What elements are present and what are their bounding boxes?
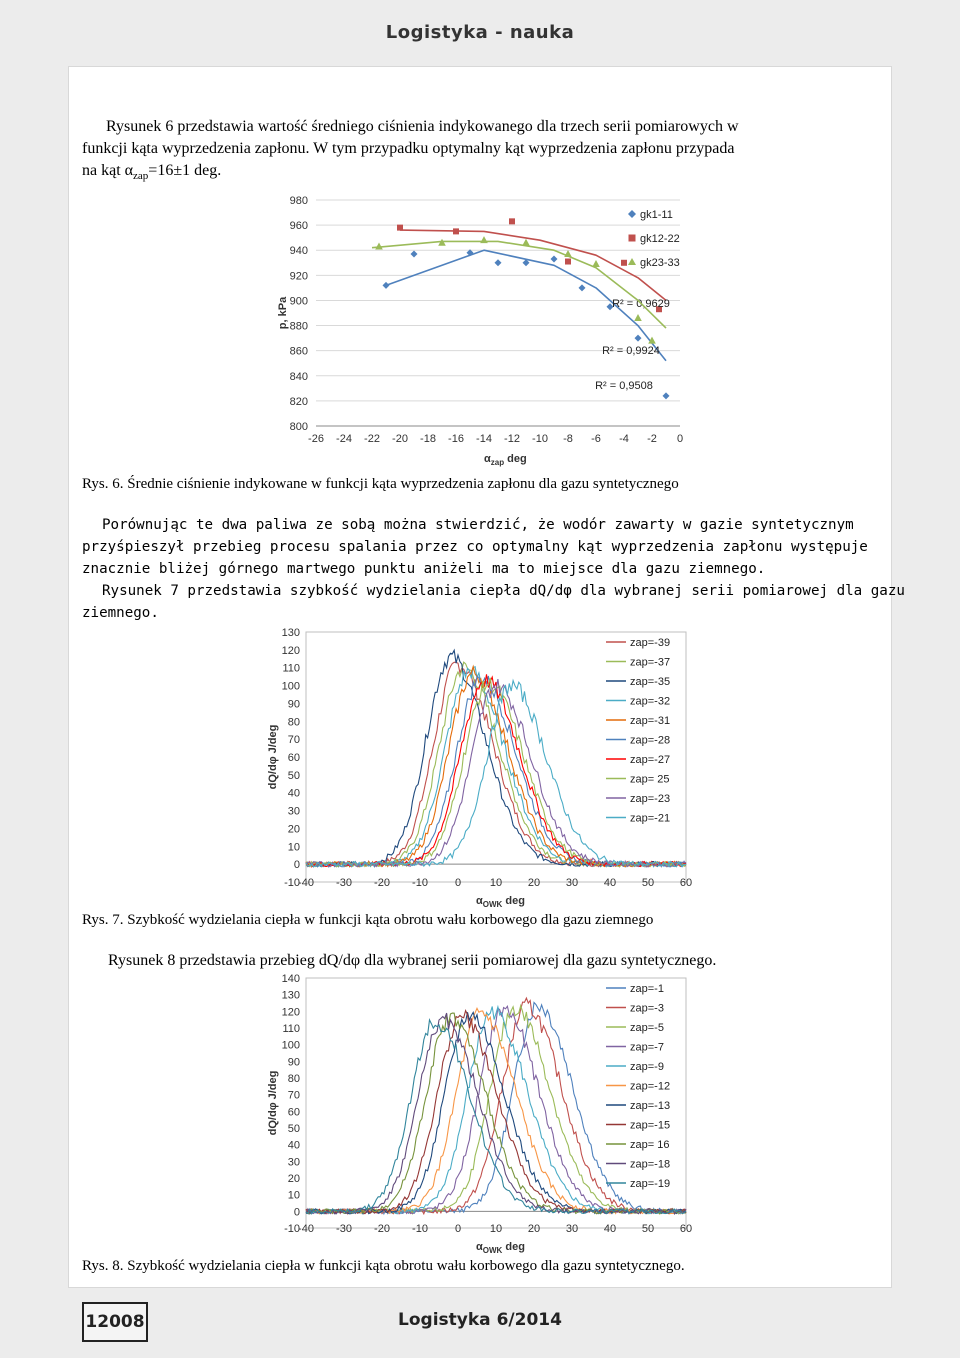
y-tick-label: 860 bbox=[289, 345, 308, 358]
legend-marker-gk23-33 bbox=[628, 258, 636, 265]
y-axis-label: dQ/dφ J/deg bbox=[267, 724, 279, 790]
paragraph-3-line-2: ziemnego. bbox=[82, 605, 159, 621]
data-point-gk1-11 bbox=[495, 259, 502, 266]
x-tick-label: 40 bbox=[603, 877, 617, 889]
data-point-gk12-22 bbox=[397, 225, 403, 231]
x-tick-label: -20 bbox=[374, 1223, 390, 1235]
y-tick-label: 80 bbox=[287, 716, 300, 729]
legend-label-zap=-27: zap=-27 bbox=[630, 754, 671, 766]
x-axis-label-main: α bbox=[476, 1241, 483, 1253]
y-axis-label: dQ/dφ J/deg bbox=[267, 1070, 279, 1136]
legend-label-zap=-12: zap=-12 bbox=[630, 1080, 671, 1093]
chart-heat-release-natural-gas bbox=[264, 624, 696, 910]
legend-label-zap=-23: zap=-23 bbox=[630, 793, 671, 805]
legend-label-zap=-7: zap=-7 bbox=[630, 1041, 664, 1054]
data-point-gk12-22 bbox=[509, 218, 515, 224]
x-axis-label-sub: zap bbox=[490, 458, 505, 467]
legend-label-zap= 16: zap= 16 bbox=[630, 1139, 670, 1151]
y-axis-label: p, kPa bbox=[277, 296, 289, 330]
data-point-gk23-33 bbox=[480, 236, 488, 243]
paragraph-2-line-2: przyśpieszył przebieg procesu spalania przez co optymalny kąt wyprzedzenia zapłonu występuje bbox=[82, 539, 868, 555]
x-tick-label: 10 bbox=[489, 1223, 503, 1235]
x-tick-label: 20 bbox=[527, 1223, 541, 1235]
data-point-gk1-11 bbox=[635, 335, 642, 342]
y-tick-label: -10 bbox=[284, 1223, 300, 1235]
y-tick-label: 70 bbox=[287, 734, 300, 747]
y-tick-label: 820 bbox=[289, 395, 308, 408]
paragraph-1-end: =16±1 deg. bbox=[148, 162, 222, 179]
legend-label-gk1-11: gk1-11 bbox=[640, 209, 673, 221]
legend-label-zap=-9: zap=-9 bbox=[630, 1061, 664, 1073]
legend-label-zap=-21: zap=-21 bbox=[630, 812, 671, 825]
legend-label-zap=-32: zap=-32 bbox=[630, 695, 671, 708]
y-tick-label: 840 bbox=[289, 370, 308, 383]
y-tick-label: 920 bbox=[289, 270, 308, 283]
data-point-gk1-11 bbox=[663, 392, 670, 399]
x-tick-label: 20 bbox=[527, 877, 541, 889]
legend-label-zap=-35: zap=-35 bbox=[630, 676, 671, 688]
y-tick-label: 800 bbox=[289, 421, 308, 433]
x-tick-label: 30 bbox=[565, 877, 579, 889]
y-tick-label: 0 bbox=[293, 1206, 300, 1219]
y-tick-label: 980 bbox=[289, 195, 308, 207]
data-point-gk23-33 bbox=[634, 314, 642, 321]
legend-label-zap=-1: zap=-1 bbox=[630, 983, 664, 995]
y-tick-label: 60 bbox=[287, 752, 300, 764]
data-point-gk23-33 bbox=[375, 242, 383, 249]
x-tick-label: -18 bbox=[420, 433, 436, 445]
paragraph-1-line-3 bbox=[82, 160, 221, 187]
legend-marker-gk1-11 bbox=[628, 210, 636, 218]
y-tick-label: 20 bbox=[287, 1173, 300, 1185]
r-squared-label-gk12-22: R² = 0,9629 bbox=[612, 298, 670, 310]
legend-label-zap=-19: zap=-19 bbox=[630, 1178, 671, 1190]
legend-label-zap=-5: zap=-5 bbox=[630, 1022, 664, 1034]
y-tick-label: 110 bbox=[282, 1023, 300, 1035]
legend-label-zap=-13: zap=-13 bbox=[630, 1100, 671, 1112]
x-axis-label-sub: OWK bbox=[482, 1246, 503, 1255]
y-tick-label: 50 bbox=[287, 769, 300, 782]
caption-fig8: Rys. 8. Szybkość wydzielania ciepła w funkcji kąta obrotu wału korbowego dla gazu syntetycznego. bbox=[82, 1258, 685, 1274]
legend-label-zap=-28: zap=-28 bbox=[630, 734, 671, 747]
legend-label-zap= 25: zap= 25 bbox=[630, 773, 670, 786]
data-point-gk1-11 bbox=[411, 250, 418, 257]
r-squared-label-gk1-11: R² = 0,9508 bbox=[595, 380, 653, 392]
plot-area bbox=[306, 978, 686, 1228]
x-axis-label-unit: deg bbox=[502, 895, 525, 907]
x-tick-label: 0 bbox=[454, 877, 462, 889]
y-tick-label: 40 bbox=[287, 787, 300, 800]
y-tick-label: 40 bbox=[287, 1139, 300, 1152]
x-axis-label bbox=[476, 895, 525, 909]
x-tick-label: -10 bbox=[412, 877, 428, 889]
x-tick-label: 0 bbox=[454, 1223, 462, 1235]
x-axis-label-main: α bbox=[484, 453, 491, 465]
caption-fig6: Rys. 6. Średnie ciśnienie indykowane w funkcji kąta wyprzedzenia zapłonu dla gazu syntetycznego bbox=[82, 476, 679, 492]
y-tick-label: 20 bbox=[287, 823, 300, 836]
paragraph-1-text: na kąt α bbox=[82, 162, 134, 179]
y-tick-label: 10 bbox=[287, 1189, 300, 1202]
y-tick-label: 90 bbox=[287, 1056, 300, 1069]
x-tick-label: 30 bbox=[565, 1223, 579, 1235]
x-axis-label-sub: OWK bbox=[482, 900, 503, 909]
legend-label-zap=-3: zap=-3 bbox=[630, 1002, 664, 1015]
caption-fig7: Rys. 7. Szybkość wydzielania ciepła w funkcji kąta obrotu wału korbowego dla gazu ziemnego bbox=[82, 912, 654, 928]
y-tick-label: 0 bbox=[293, 859, 300, 872]
data-point-gk12-22 bbox=[621, 260, 627, 266]
x-tick-label: -24 bbox=[336, 433, 352, 445]
legend-label-zap=-15: zap=-15 bbox=[630, 1119, 671, 1132]
y-tick-label: 960 bbox=[289, 220, 308, 233]
x-tick-label: -30 bbox=[336, 1223, 352, 1235]
page-number-box: 12008 bbox=[82, 1302, 148, 1342]
paragraph-3-line-1: Rysunek 7 przedstawia szybkość wydzielania ciepła dQ/dφ dla wybranej serii pomiarowej dla gazu bbox=[102, 583, 905, 599]
r-squared-label-gk23-33: R² = 0,9924 bbox=[602, 345, 660, 357]
paragraph-4: Rysunek 8 przedstawia przebieg dQ/dφ dla wybranej serii pomiarowej dla gazu syntetycznego. bbox=[108, 952, 717, 969]
x-tick-label: -26 bbox=[308, 433, 324, 445]
y-tick-label: 10 bbox=[287, 841, 300, 854]
legend-marker-gk12-22 bbox=[629, 235, 636, 242]
x-tick-label: -6 bbox=[591, 433, 601, 445]
data-point-gk1-11 bbox=[551, 256, 558, 263]
x-axis-label bbox=[476, 1241, 525, 1255]
x-axis-label bbox=[484, 453, 527, 467]
x-tick-label: 60 bbox=[679, 1223, 693, 1235]
x-tick-label: 10 bbox=[489, 877, 503, 889]
y-tick-label: 60 bbox=[287, 1106, 300, 1119]
paragraph-2-line-1: Porównując te dwa paliwa ze sobą można stwierdzić, że wodór zawarty w gazie syntetycznym bbox=[102, 517, 854, 533]
journal-footer: Logistyka 6/2014 bbox=[398, 1310, 562, 1330]
legend-label-gk12-22: gk12-22 bbox=[640, 233, 680, 245]
y-tick-label: 880 bbox=[289, 320, 308, 333]
x-tick-label: -14 bbox=[476, 433, 492, 445]
x-tick-label: -16 bbox=[448, 433, 464, 445]
y-tick-label: 70 bbox=[287, 1089, 300, 1102]
y-tick-label: 100 bbox=[281, 1039, 300, 1052]
x-tick-label: -10 bbox=[532, 433, 548, 445]
x-tick-label: 40 bbox=[603, 1223, 617, 1235]
x-axis-label-main: α bbox=[476, 895, 483, 907]
y-tick-label: -10 bbox=[284, 877, 300, 889]
data-point-gk23-33 bbox=[522, 239, 530, 246]
x-tick-label: -40 bbox=[298, 1223, 314, 1235]
x-tick-label: -20 bbox=[374, 877, 390, 889]
data-point-gk1-11 bbox=[579, 284, 586, 291]
y-tick-label: 130 bbox=[281, 627, 300, 639]
y-tick-label: 120 bbox=[281, 1006, 300, 1019]
data-point-gk23-33 bbox=[564, 250, 572, 257]
x-tick-label: -30 bbox=[336, 877, 352, 889]
x-axis-label-unit: deg bbox=[504, 453, 527, 465]
data-point-gk12-22 bbox=[565, 259, 571, 265]
chart-heat-release-syngas bbox=[264, 970, 696, 1256]
y-tick-label: 130 bbox=[281, 989, 300, 1002]
y-tick-label: 900 bbox=[289, 295, 308, 308]
x-tick-label: -22 bbox=[364, 433, 380, 445]
paragraph-2-line-3: znacznie bliżej górnego martwego punktu aniżeli ma to miejsce dla gazu ziemnego. bbox=[82, 561, 766, 577]
y-tick-label: 50 bbox=[287, 1123, 300, 1135]
data-point-gk23-33 bbox=[592, 260, 600, 267]
y-tick-label: 30 bbox=[287, 1156, 300, 1169]
data-point-gk1-11 bbox=[383, 282, 390, 289]
y-tick-label: 30 bbox=[287, 805, 300, 818]
paragraph-1-line-2: funkcji kąta wyprzedzenia zapłonu. W tym przypadku optymalny kąt wyprzedzenia zapłonu przypada bbox=[82, 140, 735, 157]
y-tick-label: 100 bbox=[281, 680, 300, 693]
legend-label-zap=-37: zap=-37 bbox=[630, 656, 671, 669]
x-tick-label: -10 bbox=[412, 1223, 428, 1235]
legend-label-zap=-18: zap=-18 bbox=[630, 1158, 671, 1171]
x-tick-label: 50 bbox=[641, 1223, 655, 1235]
x-tick-label: -8 bbox=[563, 433, 573, 445]
y-tick-label: 110 bbox=[282, 662, 300, 675]
x-tick-label: -40 bbox=[298, 877, 314, 889]
x-tick-label: -20 bbox=[392, 433, 408, 445]
legend-label-zap=-31: zap=-31 bbox=[630, 715, 671, 727]
legend-label-gk23-33: gk23-33 bbox=[640, 257, 680, 269]
x-axis-label-unit: deg bbox=[502, 1241, 525, 1253]
x-tick-label: -12 bbox=[504, 433, 520, 445]
x-tick-label: -4 bbox=[619, 433, 629, 445]
x-tick-label: 0 bbox=[676, 433, 684, 445]
x-tick-label: 50 bbox=[641, 877, 655, 889]
y-tick-label: 940 bbox=[289, 245, 308, 258]
y-tick-label: 140 bbox=[281, 973, 300, 985]
data-point-gk12-22 bbox=[453, 228, 459, 234]
x-tick-label: -2 bbox=[647, 433, 657, 445]
y-tick-label: 80 bbox=[287, 1073, 300, 1085]
paragraph-1-line-1: Rysunek 6 przedstawia wartość średniego ciśnienia indykowanego dla trzech serii pomiarowych w bbox=[106, 118, 739, 135]
running-header: Logistyka - nauka bbox=[385, 22, 575, 43]
chart-pressure-vs-ignition-angle bbox=[264, 188, 696, 470]
y-tick-label: 120 bbox=[281, 644, 300, 657]
x-tick-label: 60 bbox=[679, 877, 693, 889]
y-tick-label: 90 bbox=[287, 698, 300, 711]
alpha-subscript: zap bbox=[133, 170, 149, 183]
legend-label-zap=-39: zap=-39 bbox=[630, 637, 671, 649]
